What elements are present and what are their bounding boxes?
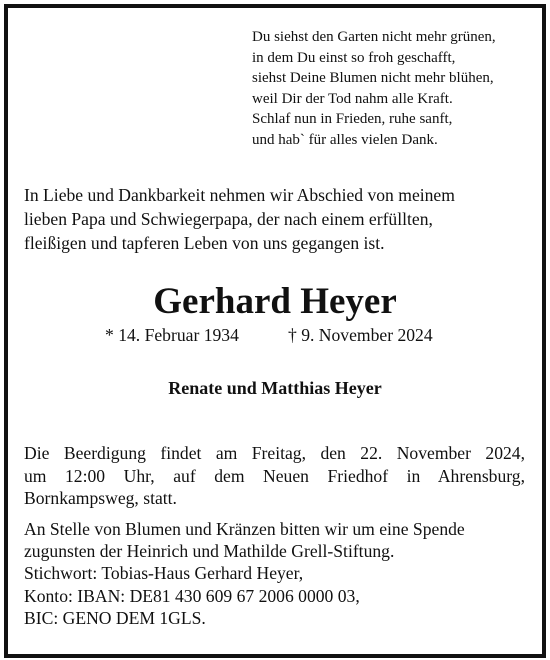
poem-line: weil Dir der Tod nahm alle Kraft.: [252, 90, 453, 107]
donation-line: Stichwort: Tobias-Haus Gerhard Heyer,: [24, 563, 304, 584]
poem-line: siehst Deine Blumen nicht mehr blühen,: [252, 70, 494, 87]
funeral-line: Bornkampsweg, statt.: [24, 488, 177, 508]
poem-line: in dem Du einst so froh geschafft,: [252, 49, 456, 66]
birth-date: * 14. Februar 1934: [105, 325, 239, 345]
donation-line: Konto: IBAN: DE81 430 609 67 2006 0000 03,: [24, 585, 360, 606]
deceased-name: Gerhard Heyer: [153, 281, 397, 322]
donation-line: An Stelle von Blumen und Kränzen bitten wir um eine Spende: [24, 519, 465, 539]
donation-request: [24, 518, 534, 629]
poem-line: Du siehst den Garten nicht mehr grünen,: [252, 29, 496, 45]
funeral-line: um 12:00 Uhr, auf dem Neuen Friedhof in Ahrensburg,: [24, 465, 525, 486]
mourners-names: Renate und Matthias Heyer: [168, 378, 382, 398]
donation-line: zugunsten der Heinrich und Mathilde Grell-Stiftung.: [24, 541, 395, 562]
intro-line: lieben Papa und Schwiegerpapa, der nach einem erfüllten,: [24, 209, 433, 229]
poem-line: Schlaf nun in Frieden, ruhe sanft,: [252, 111, 453, 128]
farewell-paragraph: [24, 183, 529, 255]
death-date: † 9. November 2024: [288, 325, 433, 345]
funeral-details: [24, 442, 525, 510]
memorial-poem: [252, 27, 542, 151]
donation-line: BIC: GENO DEM 1GLS.: [24, 607, 206, 628]
funeral-line: Die Beerdigung findet am Freitag, den 22. November 2024,: [24, 443, 525, 463]
intro-line: In Liebe und Dankbarkeit nehmen wir Abschied von meinem: [24, 185, 455, 205]
poem-line: und hab` für alles vielen Dank.: [252, 131, 438, 148]
intro-line: fleißigen und tapferen Leben von uns gegangen ist.: [24, 233, 385, 253]
